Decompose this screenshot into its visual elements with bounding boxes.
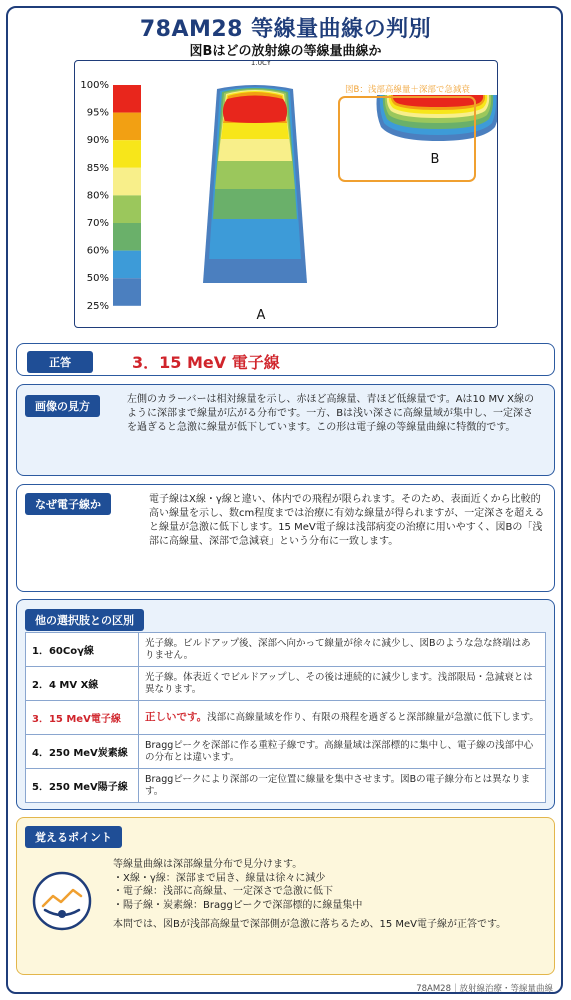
colorbar-segment [113,85,141,113]
option-row [26,769,546,803]
colorbar-tick-label: 85% [86,162,109,174]
colorbar-tick-label: 95% [86,107,109,119]
options-table [25,632,546,803]
options-tag: 他の選択肢との区別 [25,609,144,631]
colorbar-segment [113,251,141,279]
option-label: 3．15 MeV電子線 [26,701,139,735]
points-text [113,858,506,932]
answer-text: 3．15 MeV 電子線 [132,353,280,372]
how-to-read-section [16,384,555,476]
option-row [26,735,546,769]
why-electron-section [16,484,555,592]
option-description: 光子線。体表近くでビルドアップし、その後は連続的に減少します。浅部限局・急減衰とは異なります。 [139,667,546,701]
colorbar-segment [113,113,141,141]
colorbar-segment [113,195,141,223]
isodose-curve-a [203,85,307,283]
colorbar-tick-label: 25% [86,300,109,312]
colorbar-tick-label: 80% [86,190,109,202]
option-label: 5．250 MeV陽子線 [26,769,139,803]
points-section [16,817,555,975]
answer-section [16,343,555,376]
correct-prefix: 正しいです。 [145,711,208,723]
colorbar-tick-label: 90% [86,135,109,147]
top-cut-label: 1.0CY [250,61,272,67]
option-description: Braggピークを深部に作る重粒子線です。高線量域は深部標的に集中し、電子線の浅部中心の分布とは違います。 [139,735,546,769]
page-subtitle: 図Bはどの放射線の等線量曲線か [189,44,382,59]
colorbar-segment [113,223,141,251]
how-to-read-tag: 画像の見方 [25,395,100,417]
colorbar-segment [113,168,141,196]
footer-text: 78AM28｜放射線治療・等線量曲線 [416,984,553,994]
page-title: 78AM28 等線量曲線の判別 [139,17,432,42]
option-description: 正しいです。浅部に高線量域を作り、有限の飛程を過ぎると深部線量が急激に低下します。 [139,701,546,735]
option-label: 4．250 MeV炭素線 [26,735,139,769]
label-b: B [430,152,440,167]
points-line: ・陽子線・炭素線：Braggピークで深部標的に線量集中 [113,899,363,911]
isodose-curve-b [377,95,499,141]
isodose-figure-svg [75,61,498,328]
points-line: 等線量曲線は深部線量分布で見分けます。 [113,859,303,870]
points-line: ・電子線：浅部に高線量、一定深さで急激に低下 [113,886,333,897]
option-row [26,633,546,667]
option-description: 光子線。ビルドアップ後、深部へ向かって線量が徐々に減少し、図Bのような急な終端はありません。 [139,633,546,667]
answer-tag: 正答 [27,351,93,373]
option-label: 2．4 MV X線 [26,667,139,701]
colorbar-segment [113,140,141,168]
option-label: 1．60Coγ線 [26,633,139,667]
why-electron-tag: なぜ電子線か [25,493,111,515]
option-row [26,667,546,701]
colorbar-segment [113,278,141,306]
dose-curve-icon [31,870,93,932]
colorbar-tick-label: 70% [86,218,109,229]
points-tag: 覚えるポイント [25,826,122,848]
colorbar-labels [80,80,109,312]
how-to-read-text: 左側のカラーバーは相対線量を示し、赤ほど高線量、青ほど低線量です。Aは10 MV X線のように深部まで線量が広がる分布です。一方、Bは浅い深さに高線量域が集中し、一定深さを過ぎると急激に線量が低下しています。この形は電子線の等線量曲線に特徴的です。 [127,394,534,433]
option-description: Braggピークにより深部の一定位置に線量を集中させます。図Bの電子線分布とは異なります。 [139,769,546,803]
colorbar-tick-label: 100% [80,80,109,91]
colorbar-tick-label: 60% [86,245,109,257]
why-electron-text: 電子線はX線・γ線と違い、体内での飛程が限られます。そのため、表面近くから比較的高い線量を示し、数cm程度までは治療に有効な線量が得られますが、一定深さを超えると線量が急激に低下します。15 MeV電子線は浅部病変の治療に用いやすく、図Bの「浅部に高線量、深部で急減衰」という分布に一致します。 [149,494,545,547]
option-row [26,701,546,735]
colorbar-tick-label: 50% [86,273,109,285]
options-section [16,599,555,810]
callout-label-b: 図B：浅部高線量＋深部で急減衰 [345,85,470,95]
colorbar [113,85,141,306]
points-line: 本問では、図Bが浅部高線量で深部側が急激に落ちるため、15 MeV電子線が正答です。 [113,919,507,930]
label-a: A [256,308,266,323]
isodose-figure [74,60,498,328]
points-line: ・X線・γ線：深部まで届き、線量は徐々に減少 [113,872,326,884]
